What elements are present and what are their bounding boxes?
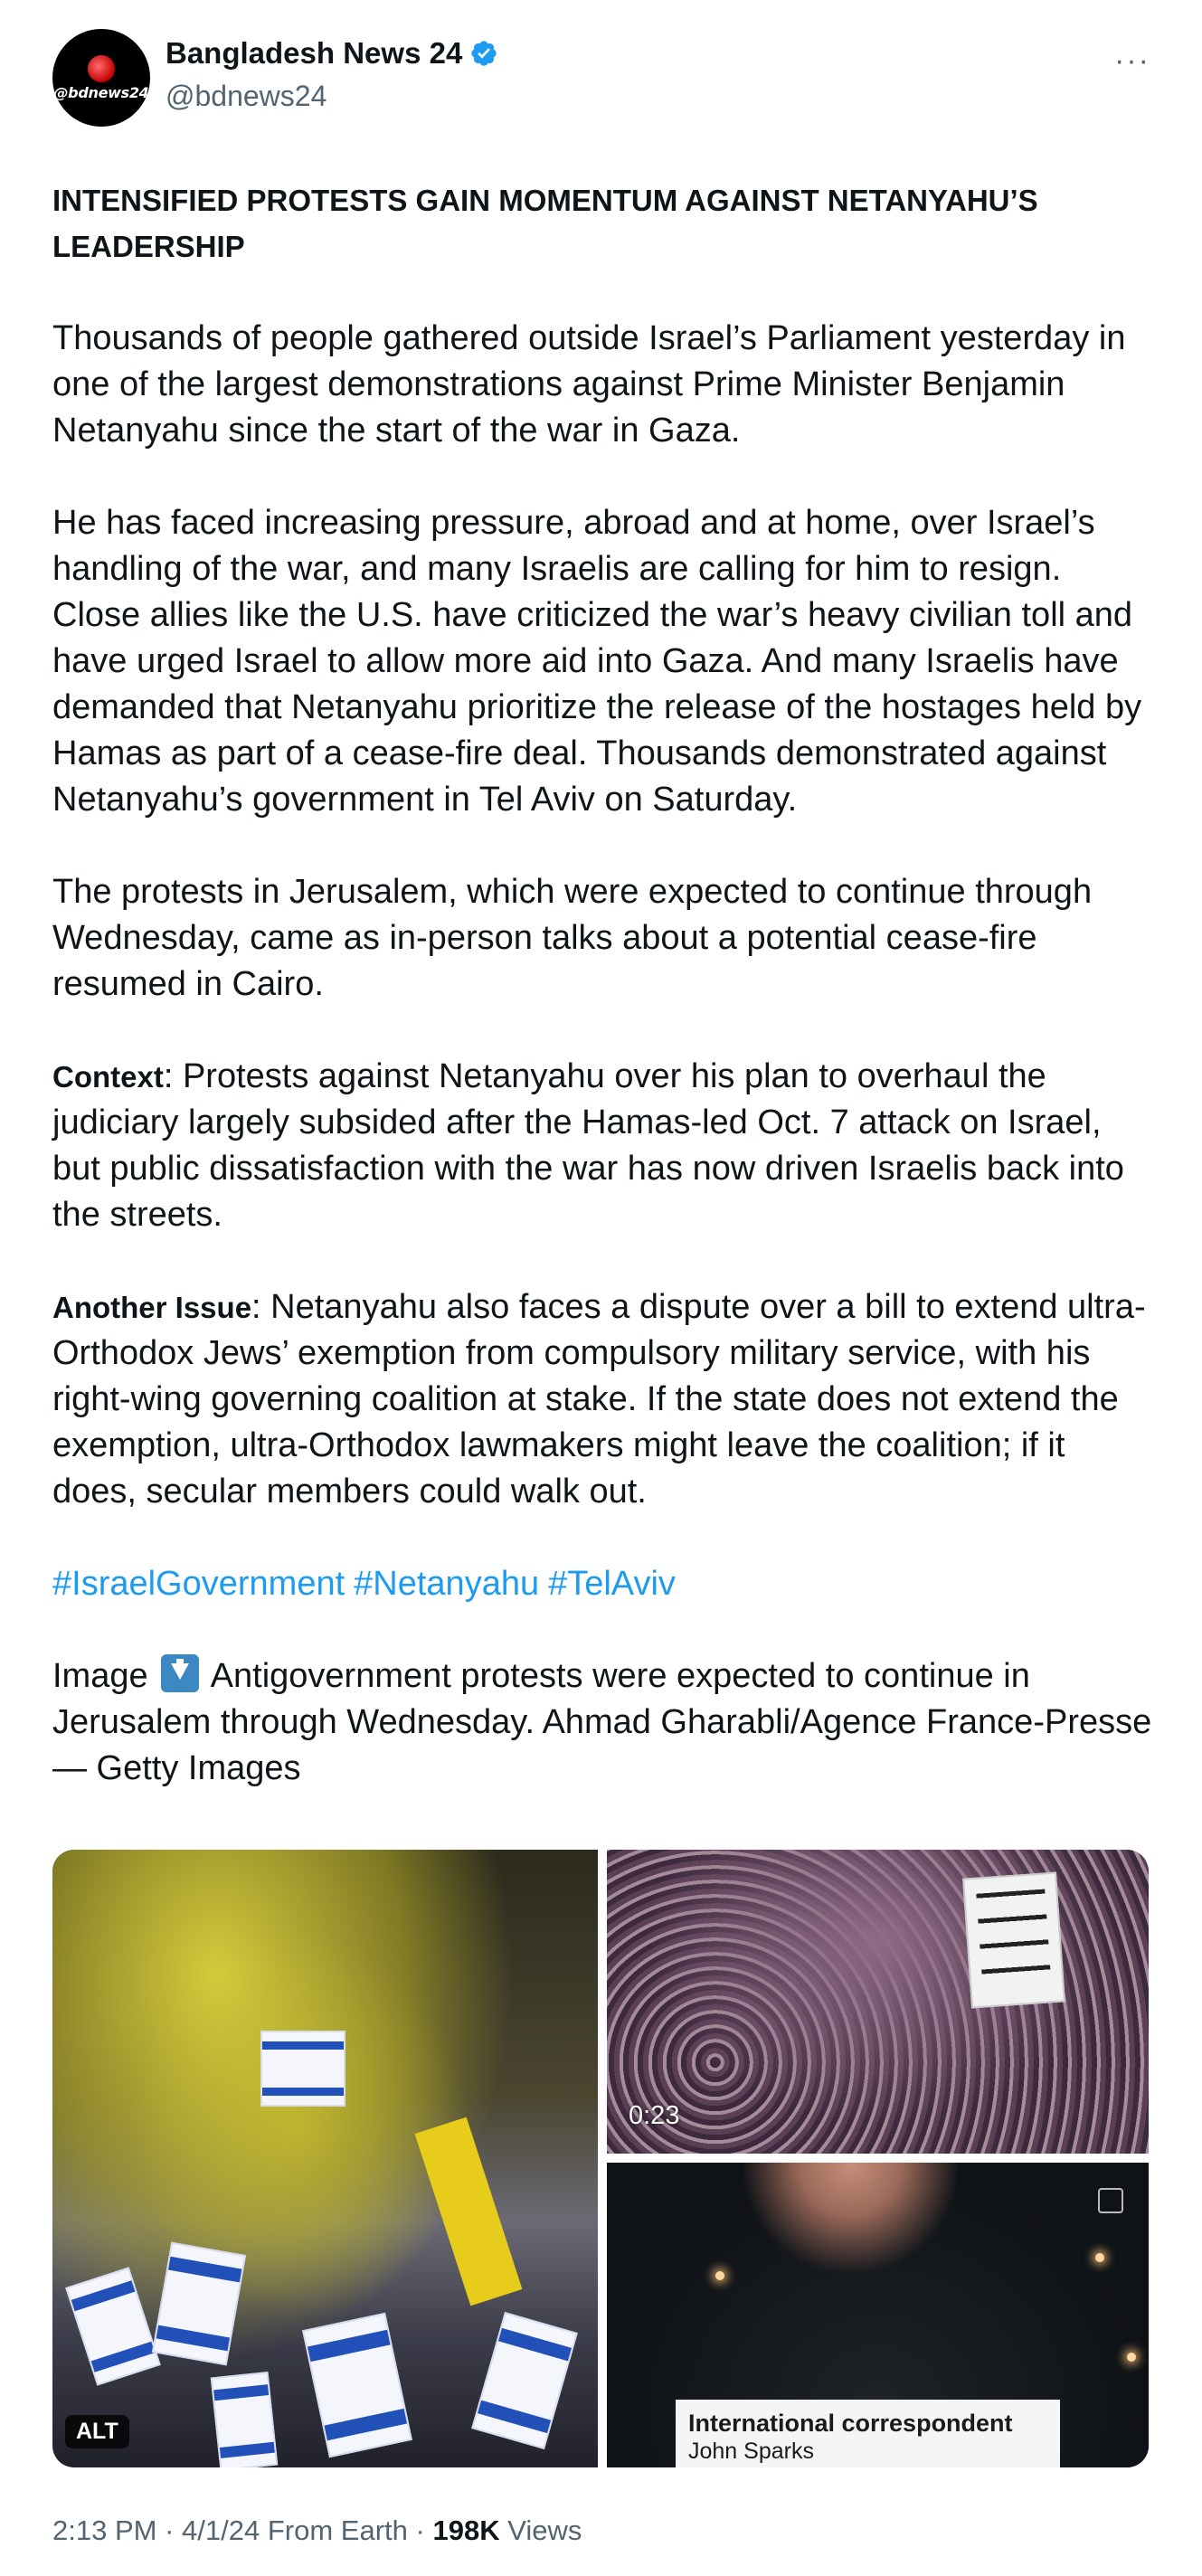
protest-flags-photo[interactable]: [52, 1850, 598, 2467]
context-label: Context: [52, 1060, 164, 1094]
hashtag-link[interactable]: #IsraelGovernment: [52, 1565, 345, 1603]
post-meta: [52, 2514, 582, 2547]
israeli-flag: [152, 2242, 246, 2366]
news-lower-third: [676, 2400, 1060, 2467]
caption-text: Antigovernment protests were expected to continue in Jerusalem through Wednesday. Ahmad Gharabli/Agence France-Presse — Getty Images: [52, 1657, 1152, 1787]
context-text: : Protests against Netanyahu over his plan to overhaul the judiciary largely subsided after the Hamas-led Oct. 7 attack on Israel, but public dissatisfaction with the war has now driven Israelis back into the streets.: [52, 1057, 1124, 1234]
views-count[interactable]: 198K: [432, 2514, 500, 2546]
correspondent-role: International correspondent: [688, 2410, 1013, 2437]
hashtags: [52, 1561, 1156, 1607]
issue-text: : Netanyahu also faces a dispute over a bill to extend ultra-Orthodox Jews’ exemption from compulsory military service, with his right-wing governing coalition at stake. If the state does not extend the exemption, ultra-Orthodox lawmakers might leave the coalition; if it does, secular members could walk out.: [52, 1288, 1146, 1511]
avatar-logo-text: @bdnews24: [53, 83, 149, 101]
views-label: Views: [507, 2514, 582, 2546]
issue-label: Another Issue: [52, 1291, 252, 1324]
image-caption: [52, 1653, 1156, 1792]
post-paragraph-3: The protests in Jerusalem, which were expected to continue through Wednesday, came as in-person talks about a potential cease-fire resumed in Cairo.: [52, 873, 1093, 1003]
israeli-flag: [65, 2267, 161, 2385]
post-time[interactable]: 2:13 PM: [52, 2514, 157, 2546]
crowd-video-thumbnail[interactable]: [607, 1850, 1149, 2154]
post-source: From Earth: [267, 2514, 408, 2546]
yellow-flag: [415, 2117, 523, 2306]
street-light: [1095, 2253, 1104, 2262]
correspondent-name: John Sparks: [688, 2439, 814, 2464]
post-issue-paragraph: [52, 1284, 1156, 1515]
post-headline: INTENSIFIED PROTESTS GAIN MOMENTUM AGAINST NETANYAHU’S LEADERSHIP: [52, 184, 1038, 263]
israeli-flag: [260, 2031, 345, 2107]
correspondent-photo[interactable]: [607, 2163, 1149, 2467]
avatar[interactable]: [52, 29, 150, 127]
street-light: [715, 2271, 724, 2280]
verified-badge-icon: [469, 39, 498, 68]
israeli-flag: [211, 2372, 279, 2467]
post-paragraph-2: He has faced increasing pressure, abroad and at home, over Israel’s handling of the war, and many Israelis are calling for him to resign. Close allies like the U.S. have criticized the war’s heavy civilian toll and have urged Israel to allow more aid into Gaza. And many Israelis have demanded that Netanyahu prioritize the release of the hostages held by Hamas as part of a cease-fire deal. Thousands demonstrated against Netanyahu’s government in Tel Aviv on Saturday.: [52, 504, 1142, 819]
author-name-row: [166, 36, 498, 71]
meta-separator: ·: [165, 2514, 175, 2546]
down-arrow-emoji-icon: [161, 1654, 199, 1692]
author-display-name[interactable]: Bangladesh News 24: [166, 36, 463, 70]
broadcaster-logo-icon: [1098, 2188, 1123, 2213]
more-options-icon[interactable]: ···: [1114, 43, 1150, 78]
post-paragraph-1: Thousands of people gathered outside Israel’s Parliament yesterday in one of the largest demonstrations against Prime Minister Benjamin Netanyahu since the start of the war in Gaza.: [52, 319, 1126, 450]
israeli-flag: [471, 2312, 578, 2449]
alt-badge[interactable]: ALT: [65, 2415, 129, 2448]
israeli-flag: [302, 2313, 412, 2458]
post-text: [52, 177, 1156, 1838]
post-date[interactable]: 4/1/24: [182, 2514, 260, 2546]
hashtag-link[interactable]: #TelAviv: [548, 1565, 676, 1603]
hashtag-link[interactable]: #Netanyahu: [354, 1565, 540, 1603]
globe-logo-icon: [88, 55, 115, 82]
video-duration: 0:23: [629, 2101, 680, 2130]
author-handle[interactable]: @bdnews24: [166, 80, 327, 112]
meta-separator: ·: [415, 2514, 425, 2546]
post-context-paragraph: [52, 1054, 1156, 1238]
media-grid: [52, 1850, 1149, 2467]
street-light: [1127, 2353, 1136, 2362]
protest-sign: [962, 1872, 1065, 2009]
caption-prefix: Image: [52, 1657, 148, 1695]
